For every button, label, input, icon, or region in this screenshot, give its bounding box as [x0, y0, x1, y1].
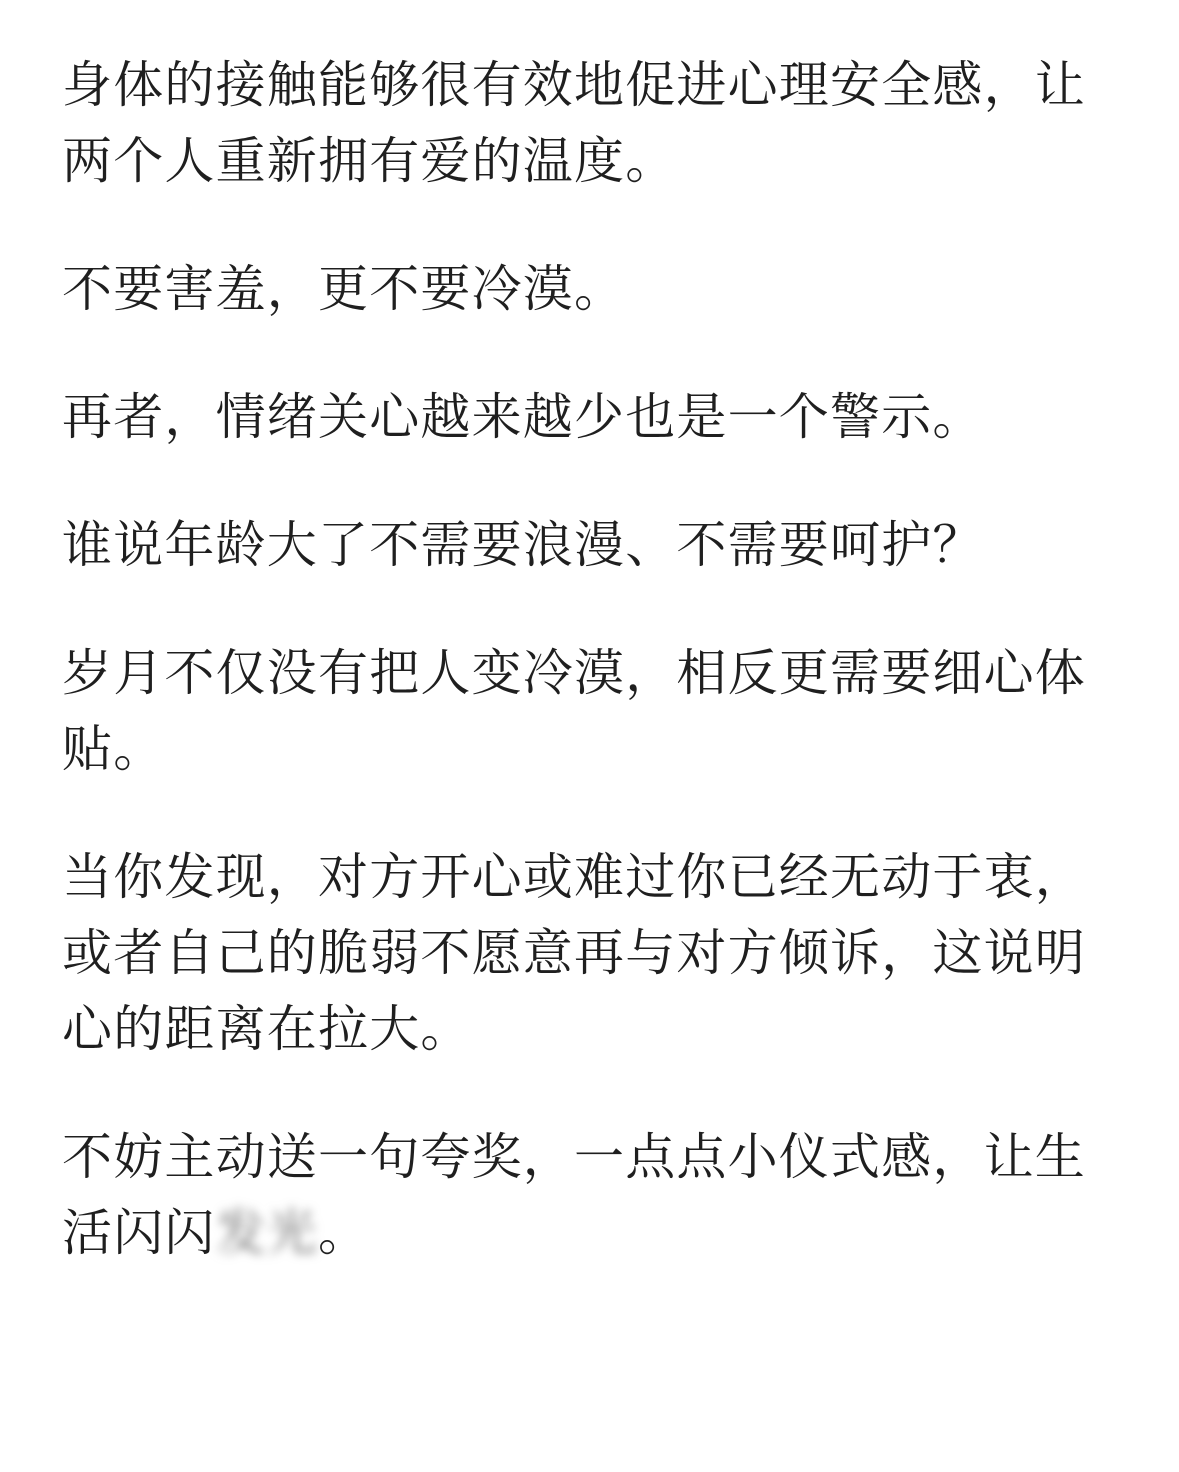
text-line: 或者自己的脆弱不愿意再与对方倾诉，这说明: [62, 924, 1086, 982]
text-line: 两个人重新拥有爱的温度。: [62, 132, 677, 190]
paragraph-7: [62, 1119, 1124, 1271]
text-line-last: [62, 1195, 1124, 1271]
text-fragment: 活闪闪: [62, 1204, 216, 1262]
text-line: 岁月不仅没有把人变冷漠，相反更需要细心体: [62, 644, 1086, 702]
paragraph-3: [62, 379, 1124, 455]
obscured-text: 发光: [215, 1204, 319, 1262]
text-line: 当你发现，对方开心或难过你已经无动于衷，: [62, 848, 1086, 906]
text-fragment: 。: [318, 1204, 370, 1262]
text-line: 不要害羞，更不要冷漠。: [62, 260, 626, 318]
text-line: 心的距离在拉大。: [62, 1000, 472, 1058]
text-line: 贴。: [62, 720, 165, 778]
article-body: [62, 47, 1124, 1271]
text-line: 不妨主动送一句夸奖，一点点小仪式感，让生: [62, 1128, 1086, 1186]
paragraph-2: [62, 251, 1124, 327]
paragraph-5: [62, 635, 1124, 787]
text-line: 谁说年龄大了不需要浪漫、不需要呵护？: [62, 516, 984, 574]
paragraph-4: [62, 507, 1124, 583]
text-line: 再者，情绪关心越来越少也是一个警示。: [62, 388, 984, 446]
text-line: 身体的接触能够很有效地促进心理安全感，让: [62, 56, 1086, 114]
paragraph-1: [62, 47, 1124, 199]
paragraph-6: [62, 839, 1124, 1067]
